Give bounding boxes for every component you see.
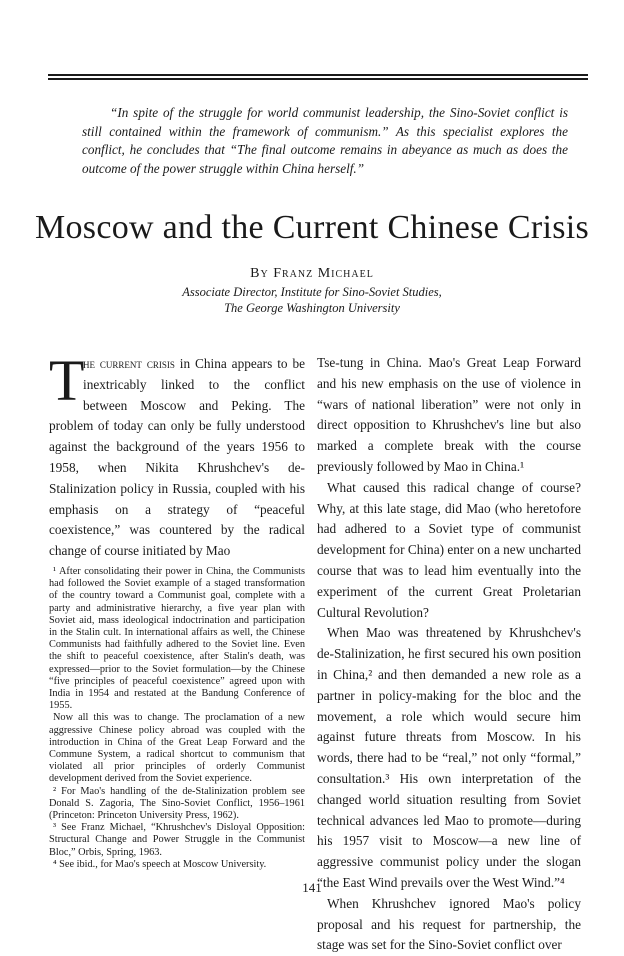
- affiliation-line-2: The George Washington University: [224, 301, 400, 315]
- byline: [0, 266, 624, 282]
- left-paragraph-1-text: in China appears to be inextricably linked to the conflict between Moscow and Peking. The problem of today can only be fully understood against the background of the years 1956 to 1958, when Nikita Khrushchev's de-Stalinization policy in Russia, coupled with his emphasis on a strategy of “peaceful coexistence,” was countered by the radical change of course initiated by Mao: [49, 356, 305, 559]
- abstract-text: “In spite of the struggle for world communist leadership, the Sino-Soviet conflict is still contained within the framework of communism.” As this specialist explores the conflict, he concludes that “The final outcome remains in abeyance as much as does the outcome of the power struggle within China herself.”: [82, 105, 568, 176]
- right-paragraph-1: Tse-tung in China. Mao's Great Leap Forward and his new emphasis on the use of violence in “wars of national liberation” were not only in direct opposition to Khrushchev's line but also marked a complete break with the course previously followed by Mao in China.¹: [317, 355, 581, 474]
- drop-cap: T: [49, 348, 85, 413]
- affiliation-line-1: Associate Director, Institute for Sino-Soviet Studies,: [182, 285, 442, 299]
- right-paragraph-2: What caused this radical change of course? Why, at this late stage, did Mao (who heretofore had adhered to a Soviet type of communist development for China) enter on a new uncharted course that was to lead him eventually into the experiment of the current Great Proletarian Cultural Revolution?: [317, 479, 581, 620]
- left-paragraph-1: [49, 348, 305, 562]
- article-title: Moscow and the Current Chinese Crisis: [34, 209, 590, 246]
- footnote-1: ¹ After consolidating their power in China, the Communists had followed the Soviet example of a staged transformation of the country toward a Communist goal, complete with a party and administrative hierarchy, a five year plan with Soviet aid, mass ideological indoctrination and participation in the Stalin cult. In international affairs as well, the Chinese Communists had faithfully adhered to the Soviet line. Even the shift to peaceful coexistence, after Stalin's death, was expressed—prior to the Soviet formulation—by the Chinese “five principles of peaceful coexistence” agreed upon with India in 1954 and restated at the Bandung Conference of 1955.: [49, 565, 305, 712]
- right-paragraph-3: When Mao was threatened by Khrushchev's de-Stalinization, he first secured his own position in China,² and then demanded a new role as a partner in policy-making for the bloc and the movement, a role which would secure him against future threats from Moscow. In his words, there had to be “real,” not only “formal,” consultation.³ His own interpretation of the changed world situation resulting from Soviet technical advances led Mao to promote—during his 1957 visit to Moscow—a new line of aggressive communist policy under the slogan “the East Wind prevails over the West Wind.”⁴: [317, 625, 581, 890]
- byline-prefix: By: [250, 266, 269, 281]
- footnote-3: ³ See Franz Michael, “Khrushchev's Disloyal Opposition: Structural Change and Power Struggle in the Communist Bloc,” Orbis, Spring, 1963.: [49, 822, 305, 858]
- opening-smallcaps: he current crisis: [83, 356, 175, 371]
- author-name: Franz Michael: [273, 266, 374, 281]
- right-column: [317, 353, 581, 956]
- left-column: [49, 348, 305, 871]
- right-paragraph-4: When Khrushchev ignored Mao's policy proposal and his request for partnership, the stage was set for the Sino-Soviet conflict over: [317, 895, 581, 953]
- footnotes: [49, 566, 305, 871]
- top-rule-lower: [48, 78, 588, 80]
- abstract: [82, 104, 568, 178]
- affiliation: [0, 284, 624, 316]
- footnote-1-continued: Now all this was to change. The proclamation of a new aggressive Chinese policy abroad was coupled with the introduction in China of the Great Leap Forward and the Commune System, a radical shortcut to communism that violated all prior principles of orderly Communist development derived from the Soviet experience.: [49, 712, 305, 785]
- footnote-4: ⁴ See ibid., for Mao's speech at Moscow University.: [53, 858, 267, 870]
- page-number: 141: [302, 880, 322, 895]
- top-rule-upper: [48, 74, 588, 76]
- footnote-2: ² For Mao's handling of the de-Stalinization problem see Donald S. Zagoria, The Sino-Soviet Conflict, 1956–1961 (Princeton: Princeton University Press, 1962).: [49, 785, 305, 822]
